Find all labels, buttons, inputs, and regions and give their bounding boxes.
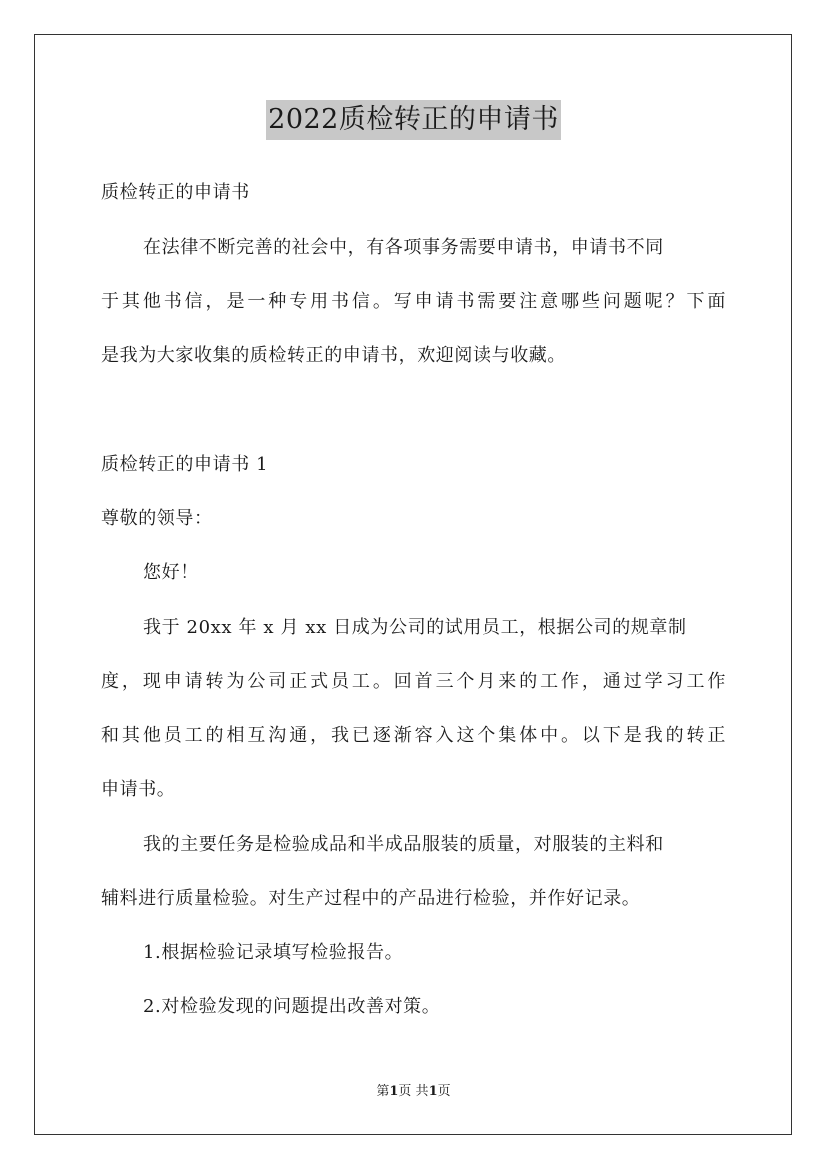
intro-line: 在法律不断完善的社会中，有各项事务需要申请书，申请书不同	[143, 237, 664, 258]
body-line: 辅料进行质量检验。对生产过程中的产品进行检验，并作好记录。	[101, 888, 641, 909]
page-footer	[0, 1083, 827, 1101]
section-heading: 质检转正的申请书	[101, 182, 250, 203]
footer-mid: 页 共	[398, 1084, 429, 1099]
list-item: 1.根据检验记录填写检验报告。	[143, 942, 404, 963]
letter-heading: 质检转正的申请书 1	[101, 454, 269, 475]
title-container	[0, 100, 827, 140]
footer-page-number: 1	[389, 1084, 399, 1099]
body-line: 和其他员工的相互沟通，我已逐渐容入这个集体中。以下是我的转正	[101, 725, 726, 746]
document-title: 2022质检转正的申请书	[266, 100, 561, 140]
greeting: 您好！	[143, 562, 199, 583]
body-line: 申请书。	[101, 779, 176, 800]
intro-line: 于其他书信，是一种专用书信。写申请书需要注意哪些问题呢？下面	[101, 291, 726, 312]
intro-line: 是我为大家收集的质检转正的申请书，欢迎阅读与收藏。	[101, 345, 566, 366]
body-line: 我于 20xx 年 x 月 xx 日成为公司的试用员工，根据公司的规章制	[143, 617, 687, 638]
body-line: 度，现申请转为公司正式员工。回首三个月来的工作，通过学习工作	[101, 671, 726, 692]
body-line: 我的主要任务是检验成品和半成品服装的质量，对服装的主料和	[143, 834, 664, 855]
footer-prefix: 第	[376, 1084, 390, 1099]
footer-suffix: 页	[437, 1084, 451, 1099]
footer-page-total: 1	[428, 1084, 438, 1099]
salutation: 尊敬的领导：	[101, 508, 213, 529]
list-item: 2.对检验发现的问题提出改善对策。	[143, 996, 441, 1017]
